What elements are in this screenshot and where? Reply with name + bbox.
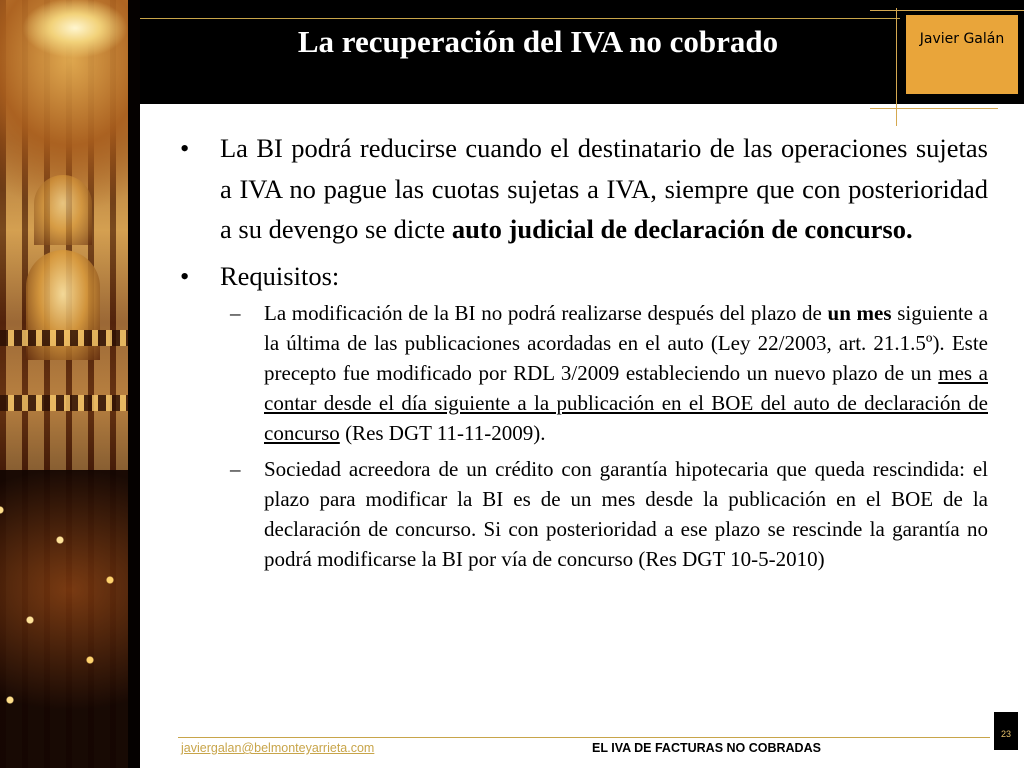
bullet-text: La BI podrá reducirse cuando el destinatario de las operaciones sujetas a IVA no pague las cuotas sujetas a IVA, siempre que con posterioridad a su devengo se dicte: [220, 133, 988, 244]
page-title: La recuperación del IVA no cobrado: [297, 24, 779, 59]
slide-content: [180, 128, 988, 574]
photo-divider: [128, 0, 140, 768]
sub-bullet-text: Sociedad acreedora de un crédito con garantía hipotecaria que queda rescindida: el plazo para modificar la BI es de un mes desde la publicación en el BOE de la declaración de concurso. Si con posterioridad a ese plazo se rescinde la garantía no podrá modificarse la BI por vía de concurso (Res DGT 10-5-2010): [264, 457, 988, 571]
slide-number-box: [994, 712, 1018, 750]
bullet-text: Requisitos:: [220, 260, 340, 291]
library-dome-image: [0, 0, 140, 768]
bullet-bold-text: auto judicial de declaración de concurso.: [451, 214, 913, 244]
sub-bullet-item: [180, 298, 988, 448]
bullet-item: [180, 256, 988, 297]
arch-window: [34, 175, 92, 245]
logo-frame-line: [896, 8, 897, 126]
reading-room-floor: [0, 470, 140, 768]
footer-rule: [178, 737, 990, 738]
sub-bullet-item: [180, 454, 988, 574]
dash-icon: –: [230, 301, 241, 325]
title-rule: [140, 18, 900, 19]
balcony-gallery: [0, 395, 140, 411]
sub-bullet-text: siguiente a la última de las publicaciones acordadas en el auto (Ley 22/2003, art. 21.1.5º). Este precepto fue modificado por RDL 3/2009 estableciendo un nuevo plazo de un: [264, 301, 988, 385]
logo-text: Javier Galán: [919, 31, 1005, 47]
logo: [904, 13, 1020, 96]
sub-bullet-text: (Res DGT 11-11-2009).: [339, 421, 546, 445]
sub-bullet-text: La modificación de la BI no podrá realizarse después del plazo de: [264, 301, 828, 325]
logo-frame-line: [870, 10, 1024, 11]
bullet-icon: •: [180, 260, 190, 291]
balcony-gallery: [0, 330, 140, 346]
bullet-icon: •: [180, 133, 190, 163]
logo-frame-line: [870, 108, 998, 109]
footer-email-link[interactable]: javiergalan@belmonteyarrieta.com: [181, 741, 375, 755]
bullet-item: [180, 128, 988, 250]
dash-icon: –: [230, 457, 241, 481]
footer-title: EL IVA DE FACTURAS NO COBRADAS: [592, 741, 821, 755]
slide-number: 23: [1000, 729, 1011, 739]
sub-bullet-underlined-text: mes a contar desde el día siguiente a la publicación en el BOE del auto de declaración de concurso: [264, 361, 988, 445]
sub-bullet-bold-text: un mes: [827, 301, 892, 325]
